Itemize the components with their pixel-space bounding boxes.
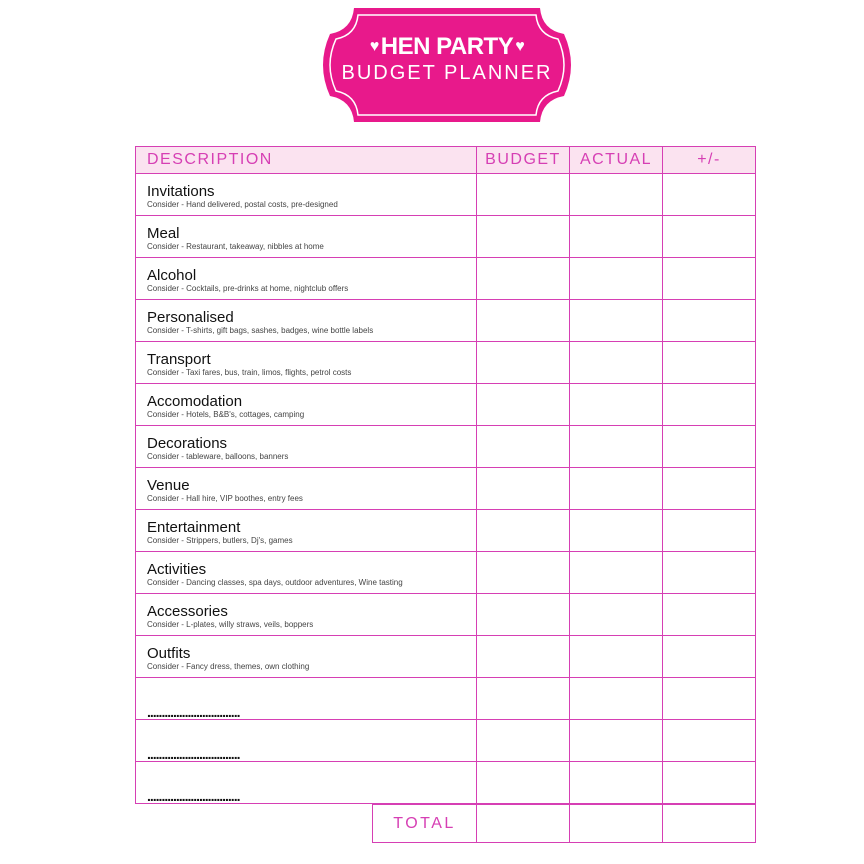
item-note: Consider - Restaurant, takeaway, nibbles at home bbox=[147, 242, 324, 251]
blank-row bbox=[136, 762, 756, 804]
budget-cell[interactable] bbox=[477, 216, 570, 258]
item-name: Decorations bbox=[147, 435, 228, 452]
actual-cell[interactable] bbox=[570, 300, 663, 342]
item-name: Accessories bbox=[147, 603, 228, 620]
total-budget-cell[interactable] bbox=[477, 805, 570, 843]
item-note: Consider - Taxi fares, bus, train, limos, flights, petrol costs bbox=[147, 368, 352, 377]
column-header-description: DESCRIPTION bbox=[136, 147, 477, 174]
total-label: TOTAL bbox=[373, 805, 477, 843]
item-note: Consider - T-shirts, gift bags, sashes, badges, wine bottle labels bbox=[147, 326, 374, 335]
item-note: Consider - Hotels, B&B's, cottages, camping bbox=[147, 410, 305, 419]
table-row bbox=[136, 258, 756, 300]
badge-title bbox=[316, 33, 578, 61]
difference-cell[interactable] bbox=[663, 510, 756, 552]
heart-icon: ♥ bbox=[369, 38, 379, 55]
total-actual-cell[interactable] bbox=[570, 805, 663, 843]
item-name: Meal bbox=[147, 225, 180, 242]
difference-cell[interactable] bbox=[663, 216, 756, 258]
blank-row bbox=[136, 678, 756, 720]
description-cell bbox=[136, 342, 477, 384]
difference-cell[interactable] bbox=[663, 174, 756, 216]
table-row bbox=[136, 552, 756, 594]
description-cell bbox=[136, 300, 477, 342]
description-cell bbox=[136, 552, 477, 594]
table-row bbox=[136, 636, 756, 678]
table-row bbox=[136, 216, 756, 258]
table-row bbox=[136, 468, 756, 510]
actual-cell[interactable] bbox=[570, 720, 663, 762]
blank-description-cell[interactable] bbox=[136, 678, 477, 720]
item-name: Transport bbox=[147, 351, 211, 368]
budget-cell[interactable] bbox=[477, 720, 570, 762]
actual-cell[interactable] bbox=[570, 636, 663, 678]
table-row bbox=[136, 594, 756, 636]
budget-cell[interactable] bbox=[477, 510, 570, 552]
actual-cell[interactable] bbox=[570, 426, 663, 468]
table-row bbox=[136, 510, 756, 552]
actual-cell[interactable] bbox=[570, 342, 663, 384]
actual-cell[interactable] bbox=[570, 216, 663, 258]
budget-cell[interactable] bbox=[477, 762, 570, 804]
description-cell bbox=[136, 174, 477, 216]
description-cell bbox=[136, 510, 477, 552]
description-cell bbox=[136, 384, 477, 426]
item-name: Accomodation bbox=[147, 393, 243, 410]
blank-description-cell[interactable] bbox=[136, 720, 477, 762]
budget-cell[interactable] bbox=[477, 678, 570, 720]
description-cell bbox=[136, 258, 477, 300]
item-name: Entertainment bbox=[147, 519, 241, 536]
difference-cell[interactable] bbox=[663, 594, 756, 636]
actual-cell[interactable] bbox=[570, 174, 663, 216]
item-name: Outfits bbox=[147, 645, 191, 662]
column-header-actual: ACTUAL bbox=[570, 147, 663, 174]
item-note: Consider - Dancing classes, spa days, outdoor adventures, Wine tasting bbox=[147, 578, 403, 587]
fill-in-line: ................................ bbox=[147, 746, 240, 762]
difference-cell[interactable] bbox=[663, 678, 756, 720]
item-note: Consider - Hall hire, VIP boothes, entry fees bbox=[147, 494, 303, 503]
description-cell bbox=[136, 594, 477, 636]
budget-cell[interactable] bbox=[477, 384, 570, 426]
budget-cell[interactable] bbox=[477, 426, 570, 468]
difference-cell[interactable] bbox=[663, 552, 756, 594]
difference-cell[interactable] bbox=[663, 300, 756, 342]
table-row bbox=[136, 174, 756, 216]
budget-table bbox=[135, 146, 756, 804]
item-name: Alcohol bbox=[147, 267, 197, 284]
badge-subtitle: BUDGET PLANNER bbox=[341, 62, 553, 84]
item-note: Consider - tableware, balloons, banners bbox=[147, 452, 289, 461]
difference-cell[interactable] bbox=[663, 762, 756, 804]
item-name: Personalised bbox=[147, 309, 234, 326]
table-body bbox=[136, 174, 756, 804]
badge-title-text: HEN PARTY bbox=[380, 33, 514, 60]
difference-cell[interactable] bbox=[663, 426, 756, 468]
fill-in-line: ................................ bbox=[147, 704, 240, 720]
budget-cell[interactable] bbox=[477, 342, 570, 384]
difference-cell[interactable] bbox=[663, 258, 756, 300]
item-note: Consider - L-plates, willy straws, veils, boppers bbox=[147, 620, 314, 629]
item-name: Invitations bbox=[147, 183, 215, 200]
header-row bbox=[136, 147, 756, 174]
difference-cell[interactable] bbox=[663, 468, 756, 510]
description-cell bbox=[136, 216, 477, 258]
difference-cell[interactable] bbox=[663, 342, 756, 384]
difference-cell[interactable] bbox=[663, 384, 756, 426]
budget-cell[interactable] bbox=[477, 300, 570, 342]
budget-cell[interactable] bbox=[477, 258, 570, 300]
budget-cell[interactable] bbox=[477, 552, 570, 594]
table-row bbox=[136, 426, 756, 468]
actual-cell[interactable] bbox=[570, 468, 663, 510]
title-badge bbox=[316, 0, 578, 130]
budget-cell[interactable] bbox=[477, 174, 570, 216]
blank-row bbox=[136, 720, 756, 762]
actual-cell[interactable] bbox=[570, 678, 663, 720]
column-header-difference: +/- bbox=[663, 147, 756, 174]
fill-in-line: ................................ bbox=[147, 788, 240, 804]
budget-cell[interactable] bbox=[477, 636, 570, 678]
heart-icon: ♥ bbox=[515, 38, 525, 55]
budget-cell[interactable] bbox=[477, 594, 570, 636]
item-name: Venue bbox=[147, 477, 190, 494]
column-header-budget: BUDGET bbox=[477, 147, 570, 174]
description-cell bbox=[136, 636, 477, 678]
actual-cell[interactable] bbox=[570, 384, 663, 426]
item-note: Consider - Cocktails, pre-drinks at home, nightclub offers bbox=[147, 284, 349, 293]
table-row bbox=[136, 342, 756, 384]
budget-cell[interactable] bbox=[477, 468, 570, 510]
difference-cell[interactable] bbox=[663, 720, 756, 762]
item-name: Activities bbox=[147, 561, 207, 578]
item-note: Consider - Strippers, butlers, Dj's, games bbox=[147, 536, 293, 545]
description-cell bbox=[136, 468, 477, 510]
actual-cell[interactable] bbox=[570, 258, 663, 300]
total-row bbox=[372, 804, 756, 843]
table-row bbox=[136, 384, 756, 426]
item-note: Consider - Fancy dress, themes, own clothing bbox=[147, 662, 310, 671]
actual-cell[interactable] bbox=[570, 594, 663, 636]
item-note: Consider - Hand delivered, postal costs, pre-designed bbox=[147, 200, 338, 209]
difference-cell[interactable] bbox=[663, 636, 756, 678]
blank-description-cell[interactable] bbox=[136, 762, 477, 804]
actual-cell[interactable] bbox=[570, 552, 663, 594]
actual-cell[interactable] bbox=[570, 510, 663, 552]
actual-cell[interactable] bbox=[570, 762, 663, 804]
total-difference-cell[interactable] bbox=[663, 805, 756, 843]
description-cell bbox=[136, 426, 477, 468]
table-row bbox=[136, 300, 756, 342]
